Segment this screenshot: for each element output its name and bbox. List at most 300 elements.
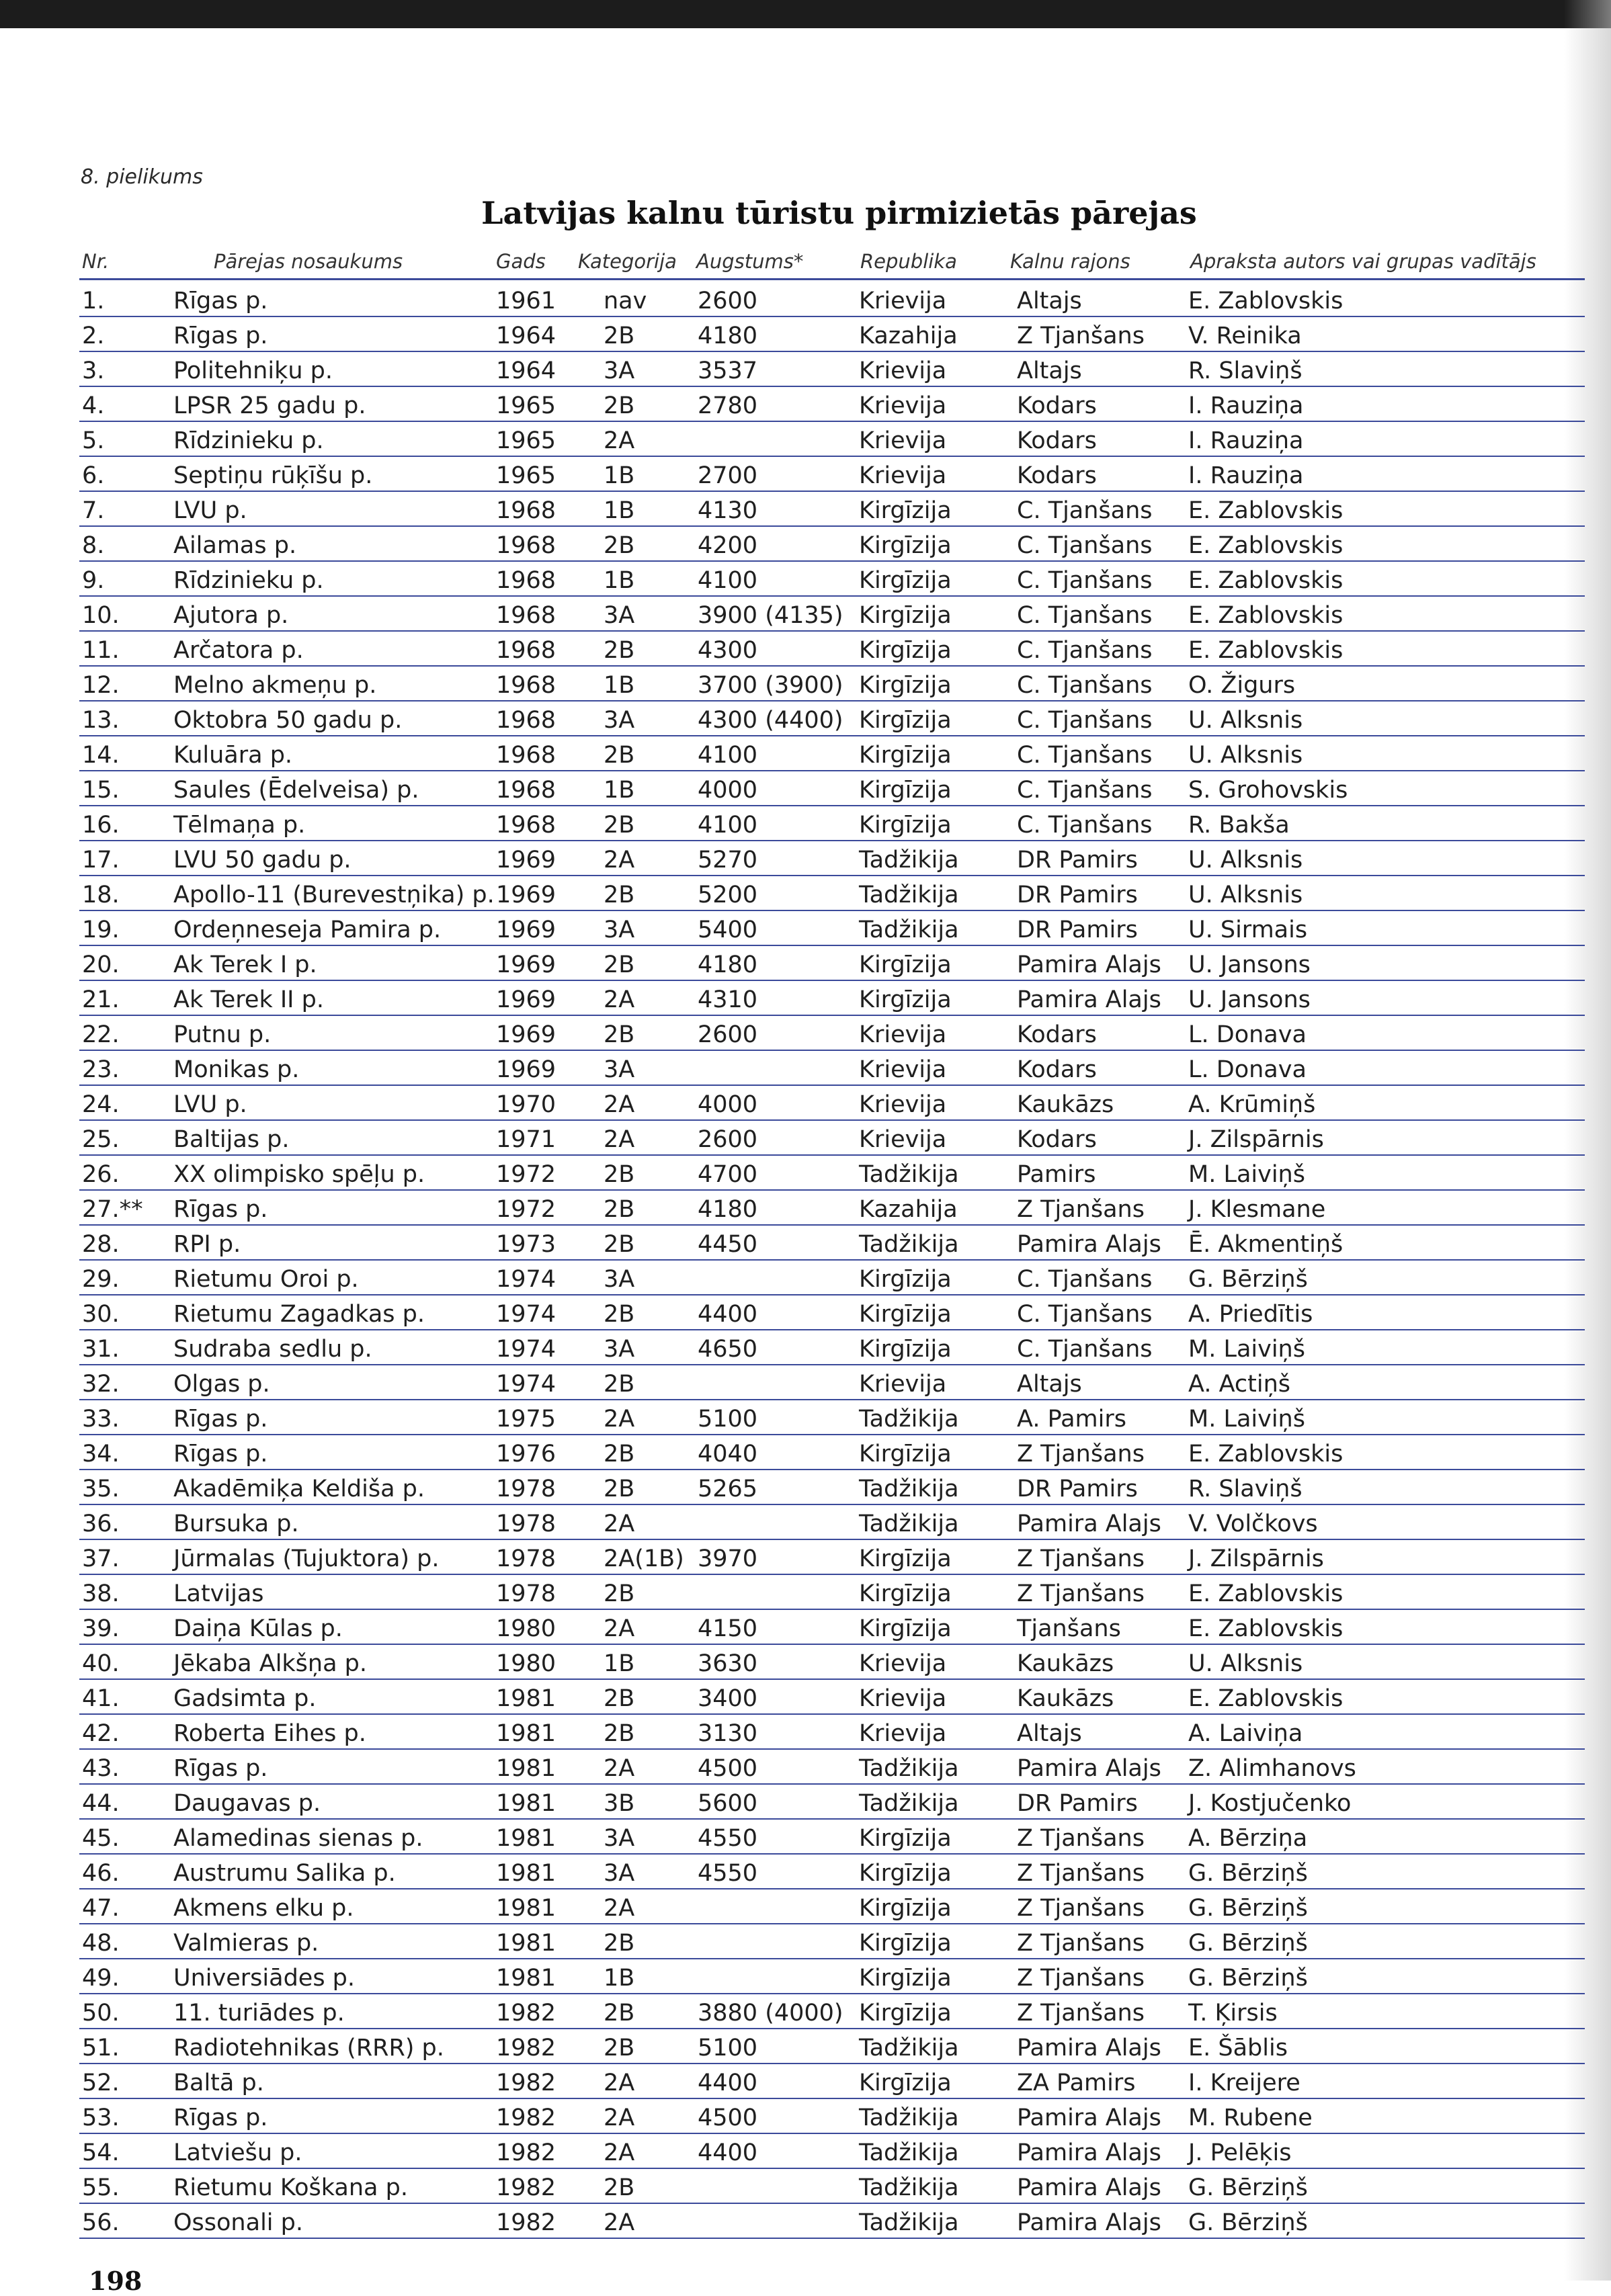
pass-name: Gadsimta p. (173, 1685, 317, 1712)
table-row (79, 1785, 1585, 1820)
pass-author: U. Alksnis (1188, 847, 1303, 874)
pass-name: Apollo-11 (Burevestņika) p. (173, 882, 495, 908)
pass-region: Tjanšans (1017, 1615, 1121, 1642)
pass-name: Rīgas p. (173, 323, 268, 349)
pass-year: 1969 (496, 986, 556, 1013)
pass-region: Pamira Alajs (1017, 2104, 1161, 2131)
pass-region: C. Tjanšans (1017, 707, 1153, 734)
table-row (79, 981, 1585, 1016)
pass-republic: Kirgīzija (859, 1301, 952, 1328)
pass-category: 2A (604, 1755, 635, 1782)
pass-author: Ē. Akmentiņš (1188, 1231, 1344, 1258)
pass-name: Ak Terek I p. (173, 951, 317, 978)
table-row (79, 352, 1585, 387)
table-row (79, 597, 1585, 632)
pass-altitude: 4400 (698, 2070, 758, 2096)
pass-year: 1968 (496, 497, 556, 524)
pass-author: E. Zablovskis (1188, 497, 1344, 524)
pass-category: 2A (604, 1091, 635, 1118)
table-row (79, 1680, 1585, 1715)
table-row (79, 1226, 1585, 1261)
pass-category: 2A (604, 986, 635, 1013)
pass-year: 1981 (496, 1895, 556, 1922)
table-header (79, 250, 1585, 280)
pass-republic: Tadžikija (859, 882, 959, 908)
table-row (79, 667, 1585, 701)
table-row (79, 1435, 1585, 1470)
pass-region: Altajs (1017, 288, 1082, 314)
header-nr: Nr. (82, 250, 110, 273)
pass-name: Melno akmeņu p. (173, 672, 377, 699)
row-number: 37. (82, 1545, 120, 1572)
pass-author: E. Zablovskis (1188, 288, 1344, 314)
row-number: 4. (82, 392, 105, 419)
pass-region: Altajs (1017, 357, 1082, 384)
pass-category: 3A (604, 602, 635, 629)
pass-category: 2B (604, 951, 635, 978)
pass-region: Kodars (1017, 392, 1097, 419)
row-number: 24. (82, 1091, 120, 1118)
pass-name: Baltijas p. (173, 1126, 290, 1153)
pass-region: Pamira Alajs (1017, 2035, 1161, 2061)
pass-category: 2A (604, 1406, 635, 1433)
pass-region: Z Tjanšans (1017, 1196, 1145, 1223)
pass-category: 3A (604, 1056, 635, 1083)
pass-name: Rīgas p. (173, 1755, 268, 1782)
pass-region: C. Tjanšans (1017, 672, 1153, 699)
pass-year: 1981 (496, 1790, 556, 1817)
table-row (79, 2169, 1585, 2204)
pass-year: 1969 (496, 951, 556, 978)
pass-author: U. Alksnis (1188, 882, 1303, 908)
row-number: 14. (82, 742, 120, 769)
pass-year: 1968 (496, 532, 556, 559)
pass-name: Akmens elku p. (173, 1895, 354, 1922)
row-number: 16. (82, 812, 120, 839)
pass-year: 1968 (496, 637, 556, 664)
row-number: 3. (82, 357, 105, 384)
row-number: 56. (82, 2209, 120, 2236)
pass-altitude: 5265 (698, 1476, 758, 1502)
pass-author: R. Slaviņš (1188, 1476, 1303, 1502)
row-number: 5. (82, 427, 105, 454)
pass-author: T. Ķirsis (1188, 2000, 1278, 2027)
row-number: 32. (82, 1371, 120, 1398)
pass-republic: Tadžikija (859, 2035, 959, 2061)
pass-category: 3A (604, 357, 635, 384)
pass-altitude: 5600 (698, 1790, 758, 1817)
pass-region: C. Tjanšans (1017, 777, 1153, 804)
pass-author: U. Jansons (1188, 986, 1311, 1013)
pass-name: RPI p. (173, 1231, 241, 1258)
pass-name: Oktobra 50 gadu p. (173, 707, 403, 734)
pass-altitude: 4500 (698, 1755, 758, 1782)
pass-name: Rīgas p. (173, 288, 268, 314)
pass-republic: Kirgīzija (859, 532, 952, 559)
pass-author: G. Bērziņš (1188, 1965, 1308, 1992)
pass-author: G. Bērziņš (1188, 1860, 1308, 1887)
pass-author: A. Laiviņa (1188, 1720, 1303, 1747)
pass-name: Monikas p. (173, 1056, 300, 1083)
pass-republic: Krievija (859, 357, 947, 384)
pass-name: LPSR 25 gadu p. (173, 392, 366, 419)
pass-region: Z Tjanšans (1017, 1825, 1145, 1852)
row-number: 27.** (82, 1196, 143, 1223)
pass-region: C. Tjanšans (1017, 497, 1153, 524)
pass-author: S. Grohovskis (1188, 777, 1348, 804)
pass-name: 11. turiādes p. (173, 2000, 345, 2027)
pass-year: 1982 (496, 2070, 556, 2096)
pass-republic: Kirgīzija (859, 2070, 952, 2096)
pass-republic: Krievija (859, 1685, 947, 1712)
appendix-label: 8. pielikums (81, 165, 203, 189)
pass-republic: Krievija (859, 392, 947, 419)
pass-altitude: 4550 (698, 1825, 758, 1852)
pass-category: 2B (604, 1441, 635, 1468)
pass-name: Rīgas p. (173, 1196, 268, 1223)
scan-top-border (0, 0, 1611, 28)
table-row (79, 1924, 1585, 1959)
pass-region: Z Tjanšans (1017, 1545, 1145, 1572)
row-number: 54. (82, 2139, 120, 2166)
pass-altitude: 4150 (698, 1615, 758, 1642)
pass-name: Rietumu Oroi p. (173, 1266, 359, 1293)
pass-region: Kodars (1017, 1126, 1097, 1153)
row-number: 53. (82, 2104, 120, 2131)
pass-republic: Krievija (859, 1720, 947, 1747)
pass-category: 3A (604, 707, 635, 734)
pass-republic: Tadžikija (859, 1161, 959, 1188)
pass-year: 1982 (496, 2035, 556, 2061)
row-number: 50. (82, 2000, 120, 2027)
row-number: 40. (82, 1650, 120, 1677)
pass-name: Putnu p. (173, 1021, 272, 1048)
pass-region: DR Pamirs (1017, 882, 1138, 908)
row-number: 23. (82, 1056, 120, 1083)
pass-year: 1974 (496, 1266, 556, 1293)
row-number: 48. (82, 1930, 120, 1957)
pass-region: Pamirs (1017, 1161, 1096, 1188)
pass-altitude: 4650 (698, 1336, 758, 1363)
pass-name: Politehniķu p. (173, 357, 333, 384)
pass-year: 1976 (496, 1441, 556, 1468)
table-row (79, 2204, 1585, 2239)
pass-year: 1978 (496, 1580, 556, 1607)
table-row (79, 1610, 1585, 1645)
table-row (79, 562, 1585, 597)
pass-year: 1974 (496, 1336, 556, 1363)
header-region: Kalnu rajons (1010, 250, 1130, 273)
pass-category: 2B (604, 1021, 635, 1048)
pass-category: 2B (604, 812, 635, 839)
row-number: 20. (82, 951, 120, 978)
header-name: Pārejas nosaukums (214, 250, 403, 273)
pass-republic: Kirgīzija (859, 497, 952, 524)
pass-category: 2B (604, 742, 635, 769)
row-number: 38. (82, 1580, 120, 1607)
row-number: 49. (82, 1965, 120, 1992)
pass-republic: Tadžikija (859, 2209, 959, 2236)
row-number: 28. (82, 1231, 120, 1258)
pass-category: 2B (604, 1685, 635, 1712)
pass-author: E. Šāblis (1188, 2035, 1288, 2061)
pass-category: 2B (604, 2174, 635, 2201)
pass-name: Bursuka p. (173, 1511, 299, 1537)
row-number: 12. (82, 672, 120, 699)
pass-category: 2B (604, 637, 635, 664)
pass-region: Kaukāzs (1017, 1091, 1114, 1118)
row-number: 10. (82, 602, 120, 629)
pass-year: 1968 (496, 602, 556, 629)
table-row (79, 1295, 1585, 1330)
pass-name: Radiotehnikas (RRR) p. (173, 2035, 444, 2061)
table-row (79, 1715, 1585, 1750)
pass-altitude: 2700 (698, 462, 758, 489)
pass-republic: Krievija (859, 427, 947, 454)
pass-author: J. Zilspārnis (1188, 1126, 1324, 1153)
pass-republic: Kirgīzija (859, 567, 952, 594)
pass-altitude: 4100 (698, 812, 758, 839)
pass-year: 1965 (496, 392, 556, 419)
pass-region: Kodars (1017, 1021, 1097, 1048)
row-number: 39. (82, 1615, 120, 1642)
table-row (79, 736, 1585, 771)
pass-region: DR Pamirs (1017, 917, 1138, 943)
pass-region: DR Pamirs (1017, 1476, 1138, 1502)
table-row (79, 387, 1585, 422)
pass-altitude: 2600 (698, 1021, 758, 1048)
pass-name: Alamedinas sienas p. (173, 1825, 423, 1852)
pass-author: E. Zablovskis (1188, 1580, 1344, 1607)
pass-category: 2B (604, 1231, 635, 1258)
pass-region: Z Tjanšans (1017, 1965, 1145, 1992)
pass-republic: Tadžikija (859, 1406, 959, 1433)
pass-region: Pamira Alajs (1017, 2139, 1161, 2166)
pass-year: 1982 (496, 2104, 556, 2131)
pass-region: C. Tjanšans (1017, 1301, 1153, 1328)
pass-altitude: 4300 (4400) (698, 707, 843, 734)
pass-region: C. Tjanšans (1017, 567, 1153, 594)
pass-category: 2B (604, 2035, 635, 2061)
row-number: 17. (82, 847, 120, 874)
table-row (79, 317, 1585, 352)
pass-category: 1B (604, 567, 635, 594)
table-row (79, 2029, 1585, 2064)
pass-region: DR Pamirs (1017, 847, 1138, 874)
pass-region: Pamira Alajs (1017, 1755, 1161, 1782)
pass-altitude: 2600 (698, 288, 758, 314)
pass-altitude: 4000 (698, 777, 758, 804)
pass-altitude: 4310 (698, 986, 758, 1013)
pass-republic: Tadžikija (859, 917, 959, 943)
table-row (79, 282, 1585, 317)
pass-year: 1969 (496, 1056, 556, 1083)
pass-category: 3A (604, 917, 635, 943)
pass-region: Kodars (1017, 462, 1097, 489)
pass-category: 2A (604, 1895, 635, 1922)
pass-author: O. Žigurs (1188, 672, 1296, 699)
row-number: 8. (82, 532, 105, 559)
pass-name: Tēlmaņa p. (173, 812, 306, 839)
pass-author: E. Zablovskis (1188, 1615, 1344, 1642)
pass-author: J. Zilspārnis (1188, 1545, 1324, 1572)
pass-name: Olgas p. (173, 1371, 270, 1398)
pass-republic: Kirgīzija (859, 951, 952, 978)
pass-year: 1968 (496, 812, 556, 839)
pass-author: G. Bērziņš (1188, 1930, 1308, 1957)
pass-year: 1968 (496, 707, 556, 734)
pass-name: Rietumu Koškana p. (173, 2174, 408, 2201)
header-year: Gads (496, 250, 546, 273)
table-row (79, 1750, 1585, 1785)
table-row (79, 1470, 1585, 1505)
pass-republic: Kirgīzija (859, 1441, 952, 1468)
table-row (79, 1365, 1585, 1400)
pass-author: R. Slaviņš (1188, 357, 1303, 384)
pass-altitude: 4550 (698, 1860, 758, 1887)
row-number: 47. (82, 1895, 120, 1922)
pass-year: 1978 (496, 1511, 556, 1537)
pass-name: Sudraba sedlu p. (173, 1336, 372, 1363)
pass-republic: Tadžikija (859, 2174, 959, 2201)
pass-altitude: 3970 (698, 1545, 758, 1572)
pass-region: Pamira Alajs (1017, 1511, 1161, 1537)
table-row (79, 1156, 1585, 1191)
table-row (79, 1645, 1585, 1680)
pass-region: Pamira Alajs (1017, 2209, 1161, 2236)
pass-category: 3B (604, 1790, 635, 1817)
row-number: 45. (82, 1825, 120, 1852)
pass-altitude: 5100 (698, 1406, 758, 1433)
row-number: 36. (82, 1511, 120, 1537)
pass-author: M. Laiviņš (1188, 1161, 1305, 1188)
pass-altitude: 3630 (698, 1650, 758, 1677)
pass-republic: Tadžikija (859, 1231, 959, 1258)
row-number: 6. (82, 462, 105, 489)
pass-name: Rīdzinieku p. (173, 567, 324, 594)
table-row (79, 701, 1585, 736)
pass-altitude: 4130 (698, 497, 758, 524)
pass-altitude: 5270 (698, 847, 758, 874)
table-row (79, 946, 1585, 981)
pass-republic: Kirgīzija (859, 602, 952, 629)
pass-altitude: 4700 (698, 1161, 758, 1188)
pass-name: Ailamas p. (173, 532, 297, 559)
pass-region: Altajs (1017, 1371, 1082, 1398)
pass-name: LVU p. (173, 497, 247, 524)
pass-category: 1B (604, 777, 635, 804)
row-number: 52. (82, 2070, 120, 2096)
header-altitude: Augstums* (696, 250, 804, 273)
pass-altitude: 2780 (698, 392, 758, 419)
pass-category: 1B (604, 462, 635, 489)
table-row (79, 1855, 1585, 1889)
pass-region: C. Tjanšans (1017, 532, 1153, 559)
pass-name: Universiādes p. (173, 1965, 356, 1992)
pass-author: V. Reinika (1188, 323, 1302, 349)
row-number: 11. (82, 637, 120, 664)
pass-altitude: 4500 (698, 2104, 758, 2131)
pass-year: 1982 (496, 2174, 556, 2201)
pass-name: Jūrmalas (Tujuktora) p. (173, 1545, 440, 1572)
pass-name: Ak Terek II p. (173, 986, 324, 1013)
pass-year: 1968 (496, 672, 556, 699)
pass-republic: Kazahija (859, 1196, 958, 1223)
pass-category: 2B (604, 1371, 635, 1398)
table-row (79, 1889, 1585, 1924)
pass-author: E. Zablovskis (1188, 1441, 1344, 1468)
pass-name: Rīgas p. (173, 1441, 268, 1468)
pass-year: 1981 (496, 1965, 556, 1992)
pass-year: 1978 (496, 1476, 556, 1502)
pass-republic: Kirgīzija (859, 986, 952, 1013)
pass-author: E. Zablovskis (1188, 532, 1344, 559)
pass-name: Rīgas p. (173, 2104, 268, 2131)
pass-altitude: 5400 (698, 917, 758, 943)
pass-author: L. Donava (1188, 1021, 1307, 1048)
pass-year: 1969 (496, 882, 556, 908)
pass-year: 1982 (496, 2209, 556, 2236)
pass-name: Roberta Eihes p. (173, 1720, 366, 1747)
table-row (79, 1820, 1585, 1855)
pass-author: J. Klesmane (1188, 1196, 1326, 1223)
pass-republic: Tadžikija (859, 2104, 959, 2131)
pass-altitude: 5200 (698, 882, 758, 908)
pass-region: Z Tjanšans (1017, 1895, 1145, 1922)
pass-republic: Kazahija (859, 323, 958, 349)
table-row (79, 2134, 1585, 2169)
pass-category: 2B (604, 1720, 635, 1747)
pass-name: Jēkaba Alkšņa p. (173, 1650, 368, 1677)
row-number: 18. (82, 882, 120, 908)
pass-year: 1982 (496, 2139, 556, 2166)
pass-republic: Kirgīzija (859, 672, 952, 699)
pass-republic: Kirgīzija (859, 1336, 952, 1363)
table-row (79, 876, 1585, 911)
pass-author: I. Rauziņa (1188, 427, 1304, 454)
pass-republic: Kirgīzija (859, 1825, 952, 1852)
pass-region: Z Tjanšans (1017, 1580, 1145, 1607)
pass-republic: Kirgīzija (859, 1266, 952, 1293)
pass-category: 2A (604, 1615, 635, 1642)
pass-region: Kodars (1017, 427, 1097, 454)
table-row (79, 457, 1585, 492)
pass-category: 2B (604, 1476, 635, 1502)
pass-republic: Krievija (859, 288, 947, 314)
pass-altitude: 4180 (698, 323, 758, 349)
table-row (79, 1540, 1585, 1575)
pass-altitude: 4100 (698, 567, 758, 594)
header-category: Kategorija (578, 250, 677, 273)
pass-region: A. Pamirs (1017, 1406, 1127, 1433)
pass-name: Saules (Ēdelveisa) p. (173, 777, 419, 804)
pass-category: 2B (604, 323, 635, 349)
pass-republic: Kirgīzija (859, 637, 952, 664)
pass-republic: Kirgīzija (859, 1895, 952, 1922)
pass-author: J. Kostjučenko (1188, 1790, 1352, 1817)
pass-republic: Krievija (859, 462, 947, 489)
pass-author: V. Volčkovs (1188, 1511, 1318, 1537)
pass-name: Daiņa Kūlas p. (173, 1615, 343, 1642)
pass-year: 1981 (496, 1685, 556, 1712)
pass-region: ZA Pamirs (1017, 2070, 1136, 2096)
pass-republic: Krievija (859, 1371, 947, 1398)
pass-altitude: 2600 (698, 1126, 758, 1153)
pass-year: 1974 (496, 1301, 556, 1328)
pass-year: 1981 (496, 1930, 556, 1957)
pass-category: 3A (604, 1336, 635, 1363)
pass-altitude: 4000 (698, 1091, 758, 1118)
